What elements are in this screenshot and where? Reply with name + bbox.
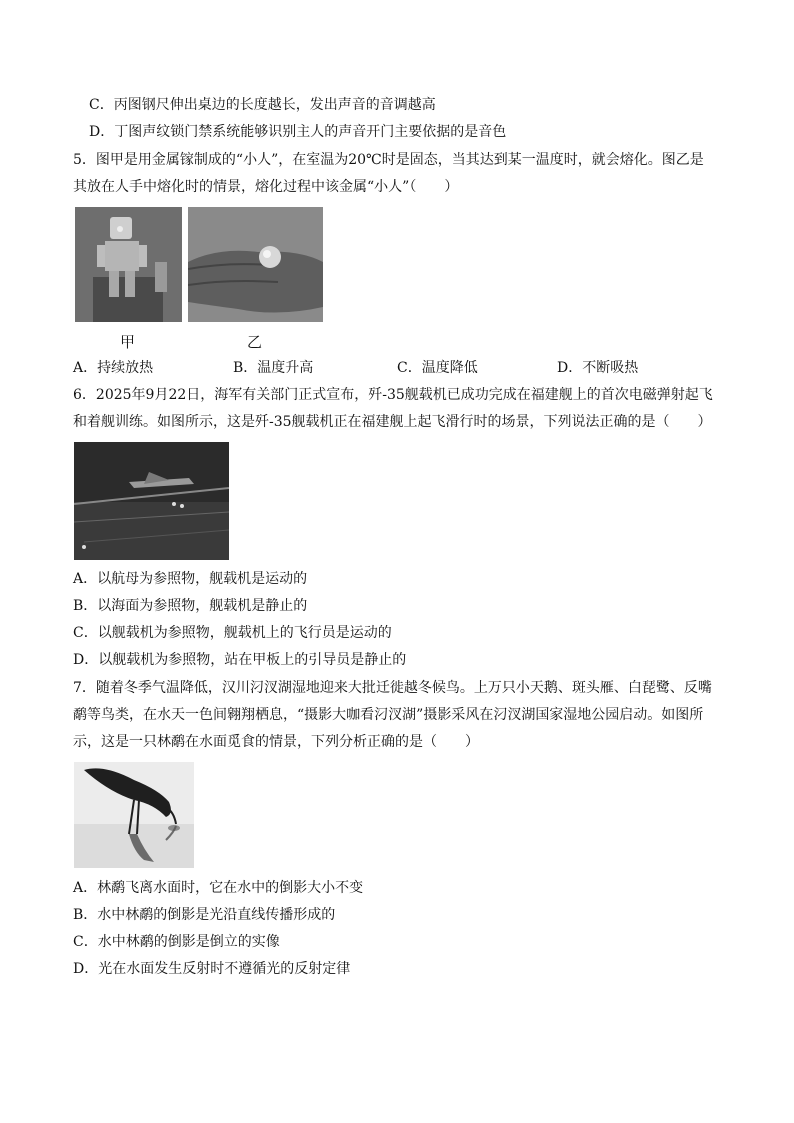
option-c-prev: C．丙图钢尺伸出桌边的长度越长，发出声音的音调越高 (89, 97, 436, 113)
q7-option-a: A．林鹬飞离水面时，它在水中的倒影大小不变 (73, 880, 364, 896)
q5-option-d: D．不断吸热 (557, 360, 639, 376)
carrier-jet-photo (74, 442, 229, 560)
q7-stem-line3: 示，这是一只林鹬在水面觅食的情景，下列分析正确的是（ ） (73, 734, 479, 750)
carrier-image (74, 442, 229, 560)
q7-option-b: B．水中林鹬的倒影是光沿直线传播形成的 (73, 907, 336, 923)
q6-stem-line2: 和着舰训练。如图所示，这是歼-35舰载机正在福建舰上起飞滑行时的场景，下列说法正确的是（ ） (73, 414, 712, 430)
sandpiper-image (74, 762, 194, 868)
q5-option-a: A．持续放热 (73, 360, 154, 376)
q6-stem-line1: 6．2025年9月22日，海军有关部门正式宣布，歼-35舰载机已成功完成在福建舰上的首次电磁弹射起飞 (73, 387, 713, 403)
q5-option-b: B．温度升高 (233, 360, 314, 376)
q7-stem-line2: 鹬等鸟类，在水天一色间翱翔栖息，“摄影大咖看汈汊湖”摄影采风在汈汊湖国家湿地公园启动。如图所 (73, 707, 704, 723)
q6-option-b: B．以海面为参照物，舰载机是静止的 (73, 598, 308, 614)
hand-image (188, 207, 323, 322)
q6-option-a: A．以航母为参照物，舰载机是运动的 (73, 571, 308, 587)
q5-option-c: C．温度降低 (397, 360, 478, 376)
sandpiper-photo (74, 762, 194, 868)
q5-stem-line2: 其放在人手中熔化时的情景，熔化过程中该金属“小人”（ ） (73, 179, 459, 195)
melting-in-hand-photo (188, 207, 323, 322)
q6-option-d: D．以舰载机为参照物，站在甲板上的引导员是静止的 (73, 652, 407, 668)
gallium-figure-image (75, 207, 182, 322)
caption-yi: 乙 (247, 333, 263, 351)
q7-option-c: C．水中林鹬的倒影是倒立的实像 (73, 934, 280, 950)
q5-stem-line1: 5．图甲是用金属镓制成的“小人”，在室温为20℃时是固态，当其达到某一温度时，就会熔化。图乙是 (73, 152, 704, 168)
q7-option-d: D．光在水面发生反射时不遵循光的反射定律 (73, 961, 351, 977)
option-d-prev: D．丁图声纹锁门禁系统能够识别主人的声音开门主要依据的是音色 (89, 124, 507, 140)
gallium-figure-photo (75, 207, 182, 322)
caption-jia: 甲 (120, 333, 136, 351)
q7-stem-line1: 7．随着冬季气温降低，汉川汈汊湖湿地迎来大批迁徙越冬候鸟。上万只小天鹅、斑头雁、白琵鹭、反嘴 (73, 680, 712, 696)
q6-option-c: C．以舰载机为参照物，舰载机上的飞行员是运动的 (73, 625, 392, 641)
